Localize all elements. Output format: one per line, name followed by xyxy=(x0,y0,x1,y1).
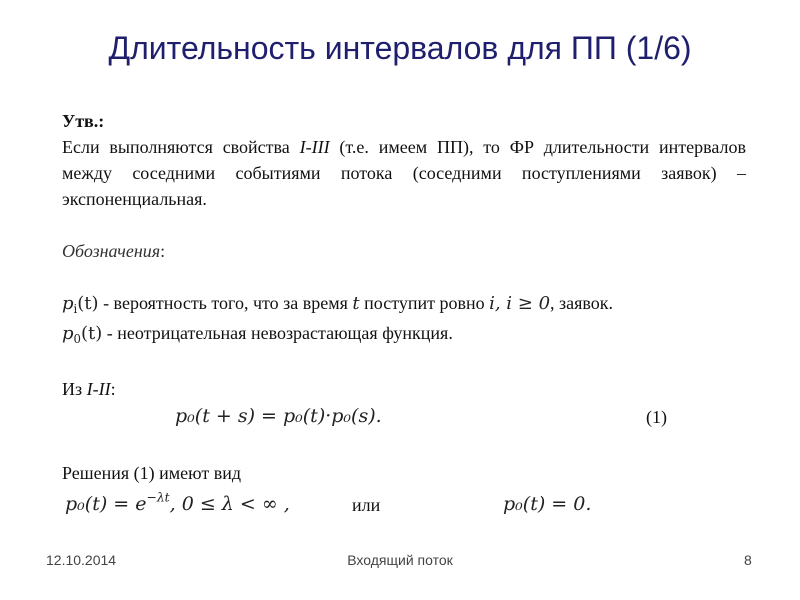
pi-symbol-p: p xyxy=(62,293,74,314)
from-italic: I-II xyxy=(86,379,111,399)
solutions-heading: Решения (1) имеют вид xyxy=(62,463,242,483)
from-suffix: : xyxy=(110,379,116,399)
statement-text-part2: (т.е. имеем ПП), то ФР длительности интервалов между соседними событиями потока (соседними поступлениями заявок) – экспоненциальная. xyxy=(62,137,746,209)
from-line xyxy=(62,378,116,400)
solution-a-exponent: −λt xyxy=(146,490,170,505)
footer-center: Входящий поток xyxy=(347,552,453,568)
notation-heading-text: Обозначения xyxy=(62,241,161,261)
footer-date: 12.10.2014 xyxy=(46,552,117,568)
pi-symbol xyxy=(62,293,99,317)
statement-heading: Утв.: xyxy=(62,111,105,131)
equation-1-formula: p₀(t + s) = p₀(t)·p₀(s). xyxy=(175,405,382,427)
from-prefix: Из xyxy=(62,379,87,399)
p0-symbol-p: p xyxy=(62,323,74,344)
or-label: или xyxy=(352,495,381,515)
notation-heading xyxy=(62,240,165,262)
notation-heading-colon: : xyxy=(160,241,166,261)
p0-symbol-sub: 0 xyxy=(73,332,81,347)
notation-p0-line xyxy=(62,322,453,345)
pi-desc-part2: поступит ровно xyxy=(359,293,490,313)
pi-desc-part3: , заявок. xyxy=(550,293,614,313)
solution-b: p₀(t) = 0. xyxy=(503,493,592,515)
pi-symbol-arg: (t) xyxy=(77,293,99,314)
pi-desc-part1: - вероятность того, что за время xyxy=(98,293,353,313)
statement-paragraph xyxy=(62,134,746,212)
statement-text-part1: Если выполняются свойства xyxy=(62,137,300,157)
solution-a-main: p₀(t) = e xyxy=(65,493,147,515)
notation-pi-line xyxy=(62,292,613,315)
p0-symbol-arg: (t) xyxy=(80,323,103,344)
solution-a xyxy=(65,490,290,515)
t-symbol: t xyxy=(352,293,360,314)
i-symbol: i xyxy=(489,293,495,314)
i-condition: , i ≥ 0 xyxy=(494,293,551,314)
equation-1-number: (1) xyxy=(646,407,667,427)
statement-text-italic: I-III xyxy=(299,137,330,157)
p0-symbol xyxy=(62,323,103,347)
footer-page-number: 8 xyxy=(744,552,752,568)
solution-a-condition: , 0 ≤ λ < ∞ , xyxy=(169,493,290,515)
p0-desc: - неотрицательная невозрастающая функция. xyxy=(102,323,453,343)
slide-title: Длительность интервалов для ПП (1/6) xyxy=(108,30,692,66)
pi-symbol-sub: i xyxy=(73,302,78,317)
